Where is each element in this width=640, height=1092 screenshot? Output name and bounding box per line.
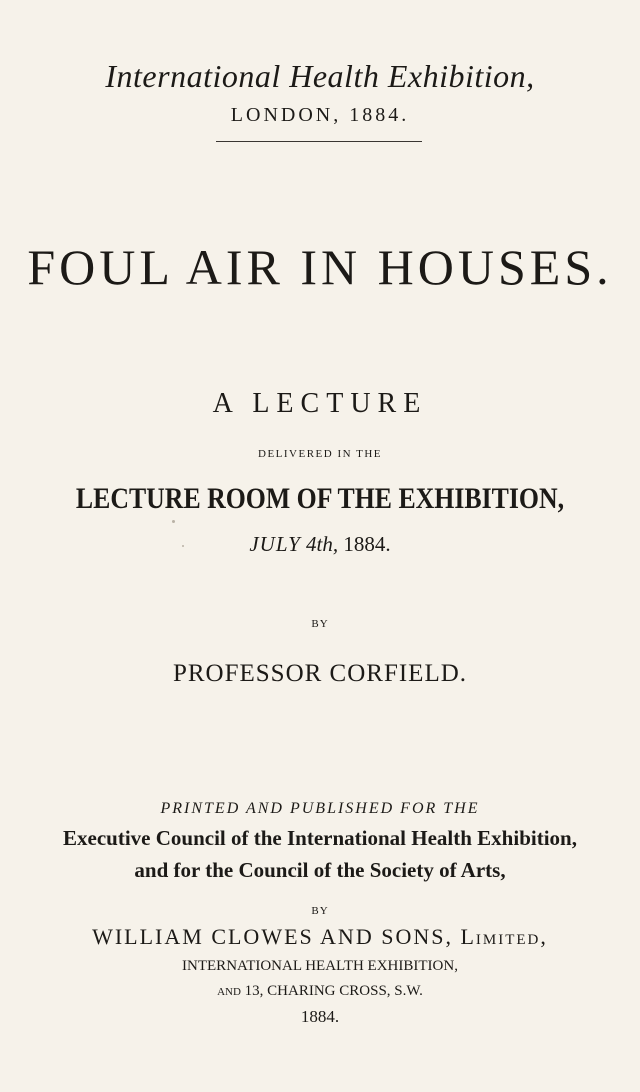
paper-speck	[182, 545, 184, 547]
publisher-by-label: BY	[311, 905, 329, 917]
printed-published-line: PRINTED AND PUBLISHED FOR THE	[160, 800, 480, 817]
paper-speck	[172, 520, 175, 523]
council-line-1: Executive Council of the International Health Exhibition,	[63, 826, 577, 850]
horizontal-rule	[216, 141, 422, 142]
street-prefix: and	[217, 983, 241, 999]
exhibition-subtitle: LONDON, 1884.	[230, 104, 410, 126]
lecture-date	[0, 532, 640, 557]
publisher-street	[0, 983, 640, 1000]
council-line-2: and for the Council of the Society of Arts,	[134, 858, 506, 882]
date-day: 4th,	[306, 532, 339, 556]
by-label: BY	[311, 618, 329, 630]
publication-year: 1884.	[300, 1007, 340, 1026]
publisher-suffix: Limited,	[460, 924, 548, 949]
date-month: JULY	[249, 532, 301, 556]
street-line: 13, CHARING CROSS, S.W.	[244, 983, 423, 999]
lecture-room-heading: LECTURE ROOM OF THE EXHIBITION,	[75, 482, 565, 515]
author-name: PROFESSOR CORFIELD.	[172, 660, 468, 687]
date-year: 1884.	[343, 532, 391, 556]
delivered-text: DELIVERED IN THE	[258, 448, 382, 460]
publisher-name	[0, 924, 640, 950]
lecture-label: A LECTURE	[212, 388, 428, 419]
publisher-address: INTERNATIONAL HEALTH EXHIBITION,	[182, 958, 458, 974]
publisher-name-main: WILLIAM CLOWES AND SONS,	[92, 924, 453, 949]
main-title: FOUL AIR IN HOUSES.	[27, 239, 613, 295]
exhibition-title: International Health Exhibition,	[105, 58, 535, 94]
